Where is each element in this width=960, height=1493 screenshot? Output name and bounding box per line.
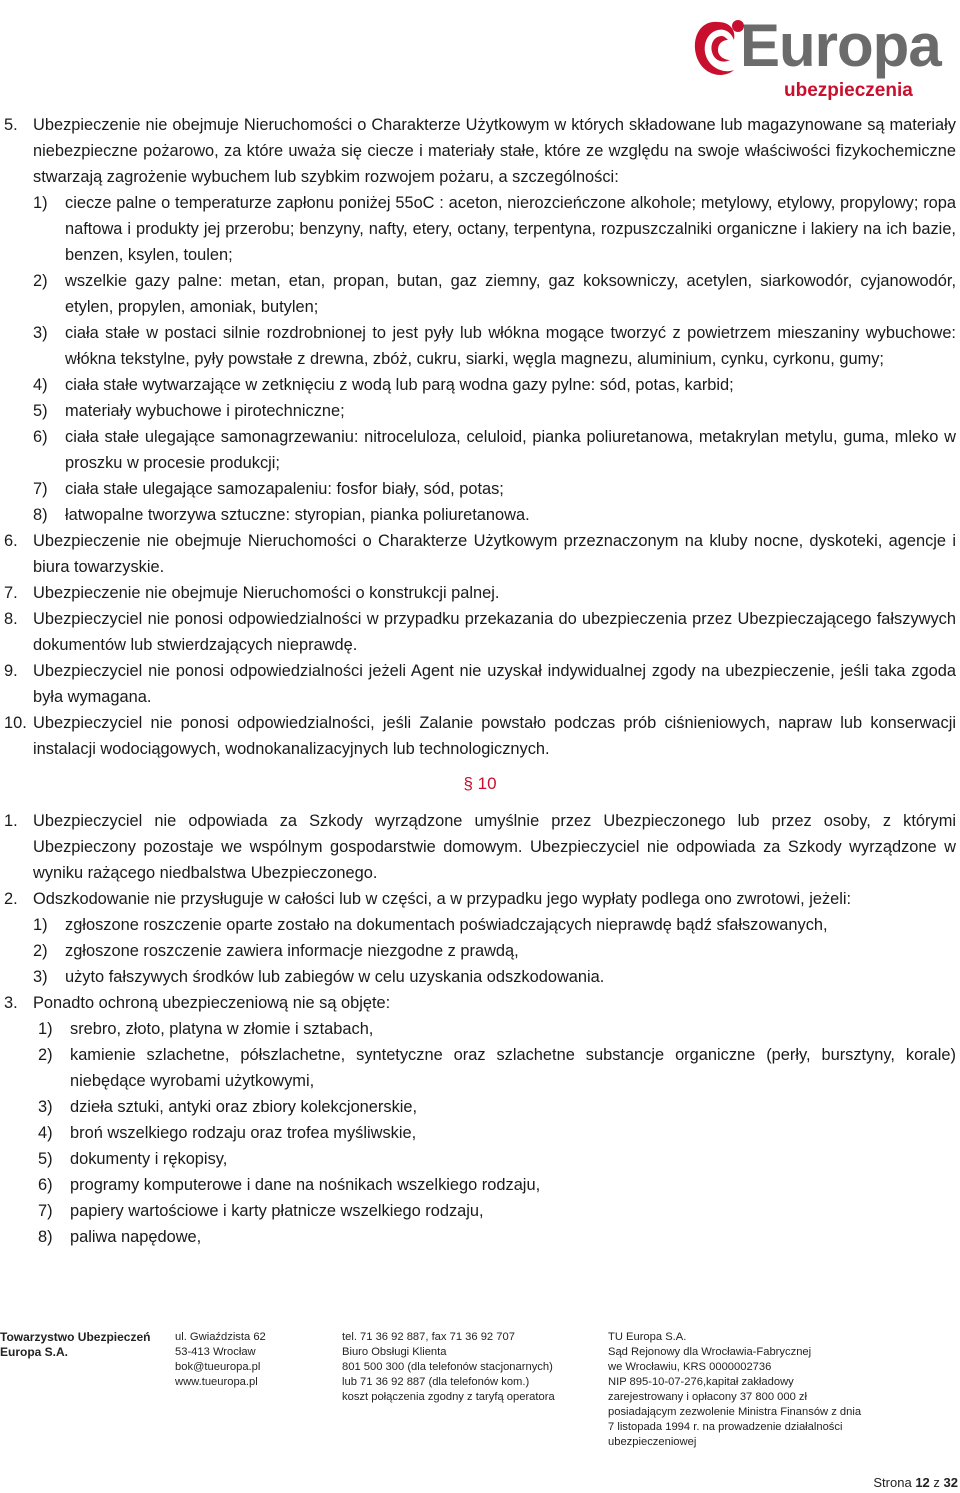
list-item-number: 7) (33, 480, 48, 498)
footer-line: Towarzystwo Ubezpieczeń (0, 1330, 151, 1344)
list-item-text: srebro, złoto, platyna w złomie i sztabach, (70, 1020, 374, 1038)
list-item-number: 1) (38, 1020, 53, 1038)
swirl-logo-icon (688, 14, 746, 84)
footer-line: www.tueuropa.pl (175, 1376, 258, 1388)
list-item (0, 938, 960, 964)
footer-line: Europa S.A. (0, 1345, 69, 1359)
footer-line: 53-413 Wrocław (175, 1346, 256, 1358)
section-list-1 (0, 112, 960, 762)
page-number (873, 1475, 958, 1490)
list-item (0, 808, 960, 886)
list-item (0, 398, 960, 424)
list-item-text: kamienie szlachetne, półszlachetne, syntetyczne oraz szlachetne substancje organiczne (perły, bursztyny, korale) niebędące wyrobami użytkowymi, (70, 1046, 956, 1090)
footer-line: ul. Gwiaździsta 62 (175, 1331, 266, 1343)
list-item-number: 8) (38, 1228, 53, 1246)
list-item-text: dokumenty i rękopisy, (70, 1150, 228, 1168)
page-current: 12 (915, 1475, 930, 1490)
list-item-number: 10. (4, 714, 27, 732)
footer-line: ubezpieczeniowej (608, 1436, 697, 1448)
list-item (0, 886, 960, 912)
list-item (0, 424, 960, 476)
footer-line: 7 listopada 1994 r. na prowadzenie działalności (608, 1421, 843, 1433)
list-item (0, 1146, 960, 1172)
list-item-number: 5. (4, 116, 18, 134)
footer-registration (608, 1330, 861, 1450)
list-item (0, 268, 960, 320)
list-item (0, 528, 960, 580)
footer-line: TU Europa S.A. (608, 1331, 687, 1343)
list-item (0, 1172, 960, 1198)
list-item (0, 912, 960, 938)
list-item-text: Odszkodowanie nie przysługuje w całości lub w części, a w przypadku jego wypłaty podlega ono zwrotowi, jeżeli: (33, 890, 852, 908)
list-item (0, 606, 960, 658)
document-body (0, 112, 960, 1250)
list-item-number: 6) (33, 428, 48, 446)
footer-line: Sąd Rejonowy dla Wrocławia-Fabrycznej (608, 1346, 812, 1358)
list-item-text: zgłoszone roszczenie zawiera informacje niezgodne z prawdą, (65, 942, 519, 960)
list-item-number: 2) (33, 272, 48, 290)
list-item (0, 320, 960, 372)
list-item (0, 372, 960, 398)
page-total: 32 (943, 1475, 958, 1490)
list-item-number: 1. (4, 812, 18, 830)
list-item-text: ciała stałe w postaci silnie rozdrobnionej to jest pyły lub włókna mogące tworzyć z powietrzem mieszaniny wybuchowe: włókna tekstylne, pyły powstałe z drewna, zbóż, cukru, siarki, węgla magnezu, aluminium, cynku, cyrkonu, gumy; (65, 324, 956, 368)
list-item-text: Ubezpieczyciel nie odpowiada za Szkody wyrządzone umyślnie przez Ubezpieczonego lub przez osoby, z którymi Ubezpieczony pozostaje we wspólnym gospodarstwie domowym. Ubezpieczyciel nie odpowiada za Szkody wyrządzone w wyniku rażącego niedbalstwa Ubezpieczonego. (33, 812, 956, 882)
list-item-text: dzieła sztuki, antyki oraz zbiory kolekcjonerskie, (70, 1098, 418, 1116)
list-item-number: 3) (38, 1098, 53, 1116)
list-item-text: Ubezpieczenie nie obejmuje Nieruchomości o konstrukcji palnej. (33, 584, 500, 602)
list-item (0, 476, 960, 502)
footer-line: we Wrocławiu, KRS 0000002736 (608, 1361, 772, 1373)
list-item-text: paliwa napędowe, (70, 1228, 202, 1246)
list-item (0, 1120, 960, 1146)
list-item (0, 112, 960, 190)
europa-logo (688, 10, 960, 110)
list-item (0, 1042, 960, 1094)
list-item (0, 658, 960, 710)
list-item-number: 7) (38, 1202, 53, 1220)
list-item (0, 1094, 960, 1120)
list-item-text: Ubezpieczenie nie obejmuje Nieruchomości o Charakterze Użytkowym w których składowane lub magazynowane są materiały niebezpieczne pożarowo, za które uważa się ciecze i materiały stałe, które ze względu na swoje właściwości fizykochemiczne stwarzają zagrożenie wybuchem lub szybkim rozwojem pożaru, a szczególności: (33, 116, 956, 186)
list-item-text: broń wszelkiego rodzaju oraz trofea myśliwskie, (70, 1124, 417, 1142)
list-item-text: Ponadto ochroną ubezpieczeniową nie są objęte: (33, 994, 391, 1012)
list-item-text: materiały wybuchowe i pirotechniczne; (65, 402, 345, 420)
list-item (0, 580, 960, 606)
footer-line: NIP 895-10-07-276,kapitał zakładowy (608, 1376, 794, 1388)
list-item (0, 990, 960, 1016)
list-item (0, 190, 960, 268)
footer-address (175, 1330, 266, 1390)
list-item-text: ciała stałe wytwarzające w zetknięciu z wodą lub parą wodna gazy pylne: sód, potas, karbid; (65, 376, 734, 394)
footer-line: 801 500 300 (dla telefonów stacjonarnych) (342, 1361, 553, 1373)
list-item (0, 964, 960, 990)
list-item (0, 710, 960, 762)
list-item-text: ciecze palne o temperaturze zapłonu poniżej 55oC : aceton, nierozcieńczone alkohole; metylowy, etylowy, propylowy; ropa naftowa i produkty jej przerobu; benzyny, nafty, etery, octany, terpentyna, rozpuszczalniki organiczne i lakiery na ich bazie, benzen, ksylen, toulen; (65, 194, 956, 264)
page-sep: z (933, 1475, 940, 1490)
list-item-number: 6) (38, 1176, 53, 1194)
list-item-number: 2. (4, 890, 18, 908)
list-item (0, 502, 960, 528)
footer-line: lub 71 36 92 887 (dla telefonów kom.) (342, 1376, 530, 1388)
list-item-number: 1) (33, 194, 48, 212)
list-item-text: ciała stałe ulegające samonagrzewaniu: nitroceluloza, celuloid, pianka poliuretanowa, metakrylan metylu, guma, mleko w proszku w procesie produkcji; (65, 428, 956, 472)
list-item-number: 1) (33, 916, 48, 934)
list-item-number: 9. (4, 662, 18, 680)
footer-line: zarejestrowany i opłacony 37 800 000 zł (608, 1391, 808, 1403)
list-item-text: Ubezpieczenie nie obejmuje Nieruchomości o Charakterze Użytkowym przeznaczonym na kluby nocne, dyskoteki, agencje i biura towarzyskie. (33, 532, 956, 576)
list-item-number: 3) (33, 968, 48, 986)
footer-company (0, 1330, 150, 1360)
footer-contact (342, 1330, 555, 1405)
list-item-number: 5) (33, 402, 48, 420)
list-item-number: 6. (4, 532, 18, 550)
footer-line: koszt połączenia zgodny z taryfą operatora (342, 1391, 555, 1403)
list-item (0, 1224, 960, 1250)
list-item-text: ciała stałe ulegające samozapaleniu: fosfor biały, sód, potas; (65, 480, 504, 498)
logo-wordmark: Europa (740, 12, 941, 79)
list-item-text: papiery wartościowe i karty płatnicze wszelkiego rodzaju, (70, 1202, 484, 1220)
list-item-number: 2) (38, 1046, 53, 1064)
list-item-text: Ubezpieczyciel nie ponosi odpowiedzialności, jeśli Zalanie powstało podczas prób ciśnieniowych, napraw lub konserwacji instalacji wodociągowych, wodnokanalizacyjnych lub technologicznych. (33, 714, 956, 758)
list-item (0, 1016, 960, 1042)
footer-line: Biuro Obsługi Klienta (342, 1346, 447, 1358)
footer-line: posiadającym zezwolenie Ministra Finansów z dnia (608, 1406, 862, 1418)
footer (0, 1330, 960, 1450)
list-item-text: łatwopalne tworzywa sztuczne: styropian, pianka poliuretanowa. (65, 506, 530, 524)
list-item-number: 2) (33, 942, 48, 960)
logo-subtitle: ubezpieczenia (784, 80, 913, 101)
list-item-number: 5) (38, 1150, 53, 1168)
footer-line: bok@tueuropa.pl (175, 1361, 261, 1373)
list-item-text: wszelkie gazy palne: metan, etan, propan, butan, gaz ziemny, gaz koksowniczy, acetylen, siarkowodór, cyjanowodór, etylen, propylen, amoniak, butylen; (65, 272, 956, 316)
list-item-text: zgłoszone roszczenie oparte zostało na dokumentach poświadczających nieprawdę bądź sfałszowanych, (65, 916, 828, 934)
footer-line: tel. 71 36 92 887, fax 71 36 92 707 (342, 1331, 515, 1343)
list-item-text: programy komputerowe i dane na nośnikach wszelkiego rodzaju, (70, 1176, 541, 1194)
list-item-text: użyto fałszywych środków lub zabiegów w celu uzyskania odszkodowania. (65, 968, 605, 986)
list-item-text: Ubezpieczyciel nie ponosi odpowiedzialności w przypadku przekazania do ubezpieczenia przez Ubezpieczającego fałszywych dokumentów lub stwierdzających nieprawdę. (33, 610, 956, 654)
section-heading: § 10 (463, 774, 497, 793)
list-item-number: 3) (33, 324, 48, 342)
list-item-number: 3. (4, 994, 18, 1012)
list-item-number: 4) (33, 376, 48, 394)
list-item-number: 8) (33, 506, 48, 524)
page-label: Strona (873, 1475, 912, 1490)
list-item (0, 1198, 960, 1224)
section-list-2 (0, 808, 960, 1250)
list-item-number: 8. (4, 610, 18, 628)
list-item-number: 7. (4, 584, 18, 602)
list-item-number: 4) (38, 1124, 53, 1142)
list-item-text: Ubezpieczyciel nie ponosi odpowiedzialności jeżeli Agent nie uzyskał indywidualnej zgody na ubezpieczenie, jeśli taka zgoda była wymagana. (33, 662, 956, 706)
